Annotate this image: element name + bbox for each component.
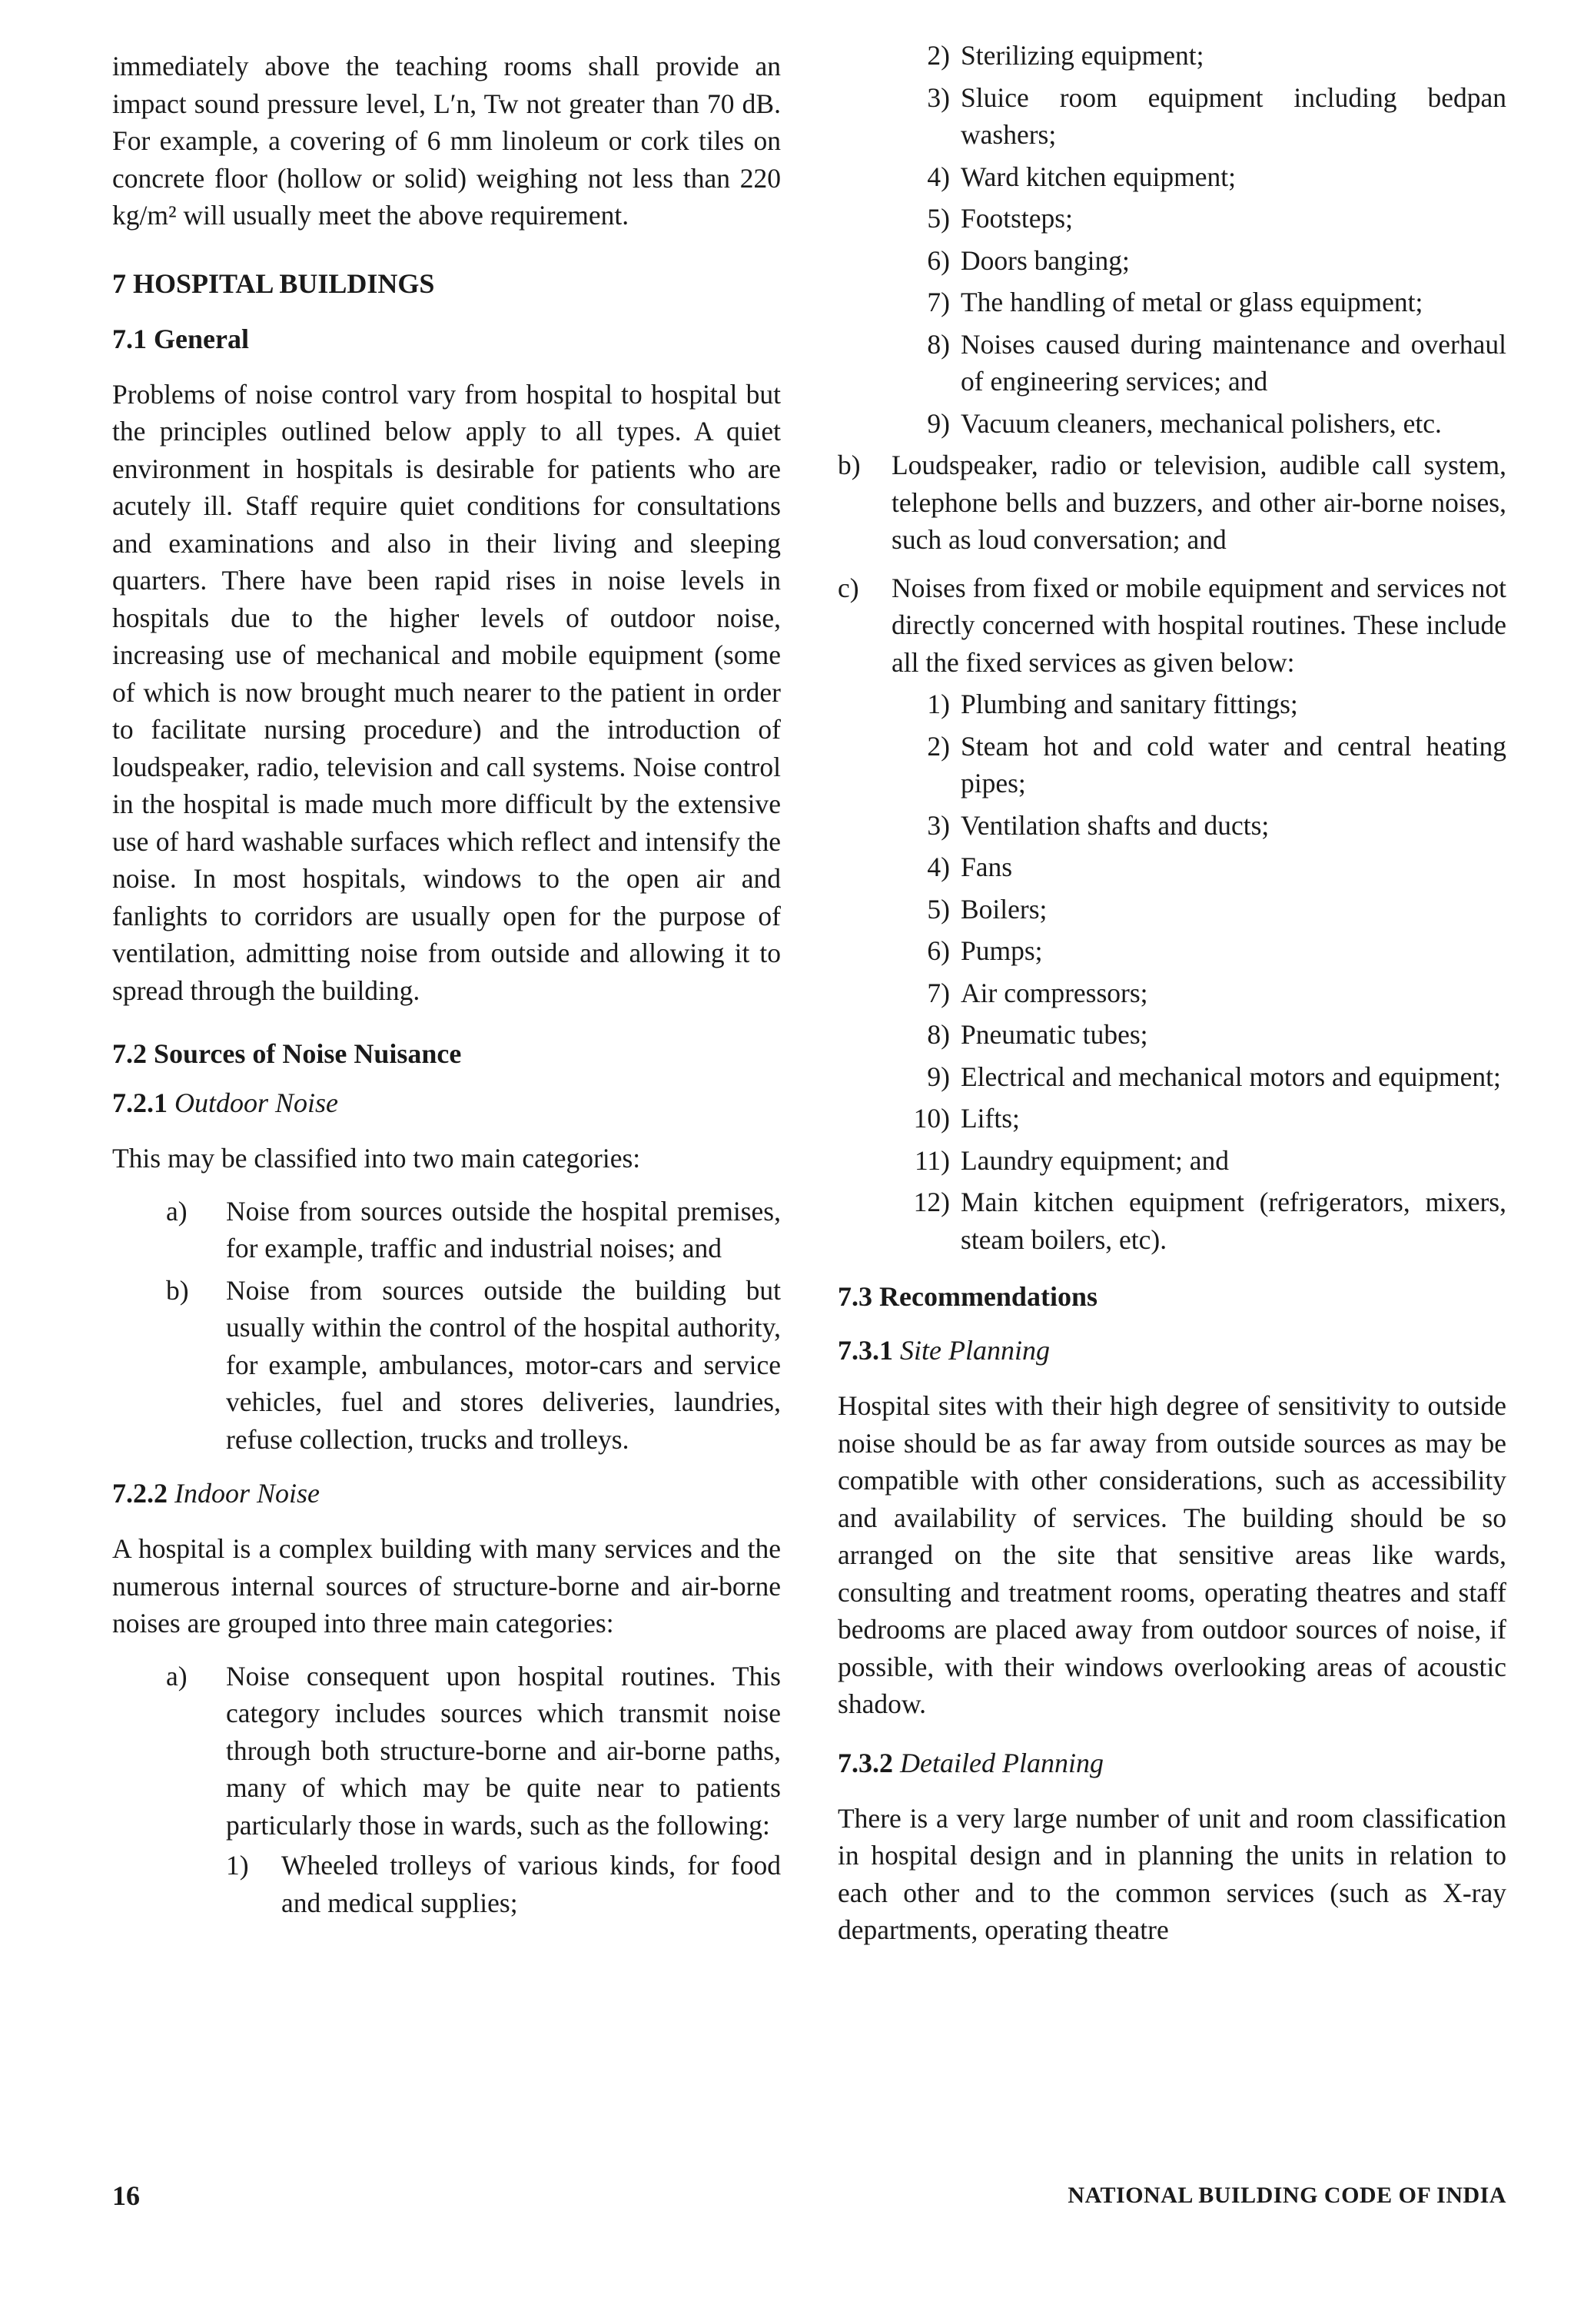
section-7-3-2-heading <box>838 1745 1506 1781</box>
list-item <box>838 686 1506 723</box>
list-item <box>838 974 1506 1012</box>
list-marker: c) <box>838 572 859 603</box>
section-number: 7.3.1 <box>838 1335 893 1366</box>
list-marker: 9) <box>927 407 950 439</box>
list-marker: 7) <box>927 287 950 317</box>
list-item <box>838 200 1506 237</box>
list-item-text: Laundry equipment; and <box>961 1144 1229 1176</box>
list-item-text: Boilers; <box>961 893 1048 925</box>
section-7-3-heading: 7.3 Recommendations <box>838 1281 1097 1312</box>
list-item <box>838 242 1506 280</box>
indoor-noise-list-continued <box>838 447 1506 681</box>
left-column <box>112 48 781 1926</box>
section-7-2-1-heading <box>112 1084 781 1121</box>
list-marker: 6) <box>927 244 950 276</box>
section-title: Indoor Noise <box>174 1478 320 1509</box>
list-item <box>838 284 1506 321</box>
list-marker: a) <box>166 1195 188 1227</box>
list-item <box>112 1272 781 1459</box>
list-marker: 10) <box>913 1103 950 1134</box>
section-7-3-1-text: Hospital sites with their high degree of sensitivity to outside noise should be as far away from outside sources as may be compatible with other considerations, such as accessibility and availability of services. The building should be so arranged on the site that sensitive areas like wards, consulting and treatment rooms, operating theatres and staff bedrooms are placed away from outdoor sources of noise, if possible, with their windows overlooking areas of acoustic shadow. <box>838 1390 1506 1719</box>
list-marker: 9) <box>927 1061 950 1092</box>
list-marker: b) <box>166 1274 189 1306</box>
list-marker: b) <box>838 450 861 480</box>
list-item-text: Loudspeaker, radio or television, audible call system, telephone bells and buzzers, and other air-borne noises, such as loud conversation; and <box>892 450 1506 555</box>
list-marker: 6) <box>927 935 950 966</box>
section-title: Outdoor Noise <box>174 1087 339 1118</box>
list-item <box>838 807 1506 845</box>
hospital-routine-sources-list-continued <box>838 37 1506 442</box>
list-marker: 4) <box>927 161 950 192</box>
section-number: 7.3.2 <box>838 1747 893 1778</box>
list-item <box>838 1184 1506 1258</box>
list-item <box>838 158 1506 196</box>
list-item <box>838 79 1506 154</box>
list-item <box>838 728 1506 802</box>
list-marker: 1) <box>927 689 950 719</box>
list-item-text: Main kitchen equipment (refrigerators, mixers, steam boilers, etc). <box>961 1187 1506 1255</box>
list-marker: 5) <box>927 893 950 925</box>
section-7-heading: 7 HOSPITAL BUILDINGS <box>112 267 435 299</box>
list-marker: a) <box>166 1660 188 1692</box>
list-item-text: The handling of metal or glass equipment; <box>961 287 1423 317</box>
list-marker: 3) <box>927 81 950 113</box>
list-item <box>112 1193 781 1267</box>
list-marker: 7) <box>927 977 950 1008</box>
list-marker: 1) <box>226 1850 249 1881</box>
section-title: Site Planning <box>900 1335 1050 1366</box>
list-item-text: Fans <box>961 852 1013 882</box>
list-item <box>838 1142 1506 1180</box>
fixed-services-list <box>838 686 1506 1258</box>
section-7-3-2-text: There is a very large number of unit and room classification in hospital design and in planning the units in relation to each other and to the common services (such as X-ray departments, operating theatre <box>838 1802 1506 1945</box>
list-item-text: Lifts; <box>961 1103 1020 1134</box>
indoor-noise-list <box>112 1658 781 1922</box>
list-item-text: Vacuum cleaners, mechanical polishers, etc. <box>961 407 1442 439</box>
list-marker: 5) <box>927 203 950 234</box>
section-7-2-heading: 7.2 Sources of Noise Nuisance <box>112 1038 462 1069</box>
outdoor-noise-list <box>112 1193 781 1459</box>
right-column <box>838 37 1506 1949</box>
list-marker: 3) <box>927 809 950 841</box>
hospital-routine-sources-list <box>226 1847 781 1921</box>
list-item-text: Noise from sources outside the hospital premises, for example, traffic and industrial noises; and <box>226 1195 781 1263</box>
section-7-2-2-heading <box>112 1475 781 1512</box>
section-number: 7.2.1 <box>112 1087 168 1118</box>
section-7-2-1-intro: This may be classified into two main categories: <box>112 1143 641 1174</box>
list-item-text: Footsteps; <box>961 203 1073 234</box>
list-item <box>226 1847 781 1921</box>
list-item-text: Steam hot and cold water and central heating pipes; <box>961 730 1506 798</box>
section-number: 7.2.2 <box>112 1478 168 1509</box>
list-marker: 2) <box>927 40 950 71</box>
page-number: 16 <box>112 2180 140 2211</box>
list-item <box>838 37 1506 75</box>
list-item <box>838 447 1506 559</box>
list-item-text: Air compressors; <box>961 977 1148 1008</box>
section-title: Detailed Planning <box>900 1747 1104 1778</box>
running-footer-title: NATIONAL BUILDING CODE OF INDIA <box>1068 2183 1506 2208</box>
list-item <box>838 1016 1506 1054</box>
list-item-text: Noise consequent upon hospital routines. This category includes sources which transmit noise through both structure-borne and air-borne paths, many of which may be quite near to patients particularly those in wards, such as the following: <box>226 1660 781 1841</box>
list-item-text: Pneumatic tubes; <box>961 1019 1148 1050</box>
list-item <box>838 891 1506 928</box>
list-item <box>838 1058 1506 1096</box>
list-item-text: Pumps; <box>961 935 1043 966</box>
list-item-text: Noise from sources outside the building but usually within the control of the hospital authority, for example, ambulances, motor-cars and service vehicles, fuel and stores deliveries, laundries, refuse collection, trucks and trolleys. <box>226 1274 781 1455</box>
list-item-text: Wheeled trolleys of various kinds, for food and medical supplies; <box>281 1850 781 1918</box>
list-marker: 8) <box>927 328 950 360</box>
list-item-text: Ventilation shafts and ducts; <box>961 809 1270 841</box>
section-7-2-2-intro: A hospital is a complex building with many services and the numerous internal sources of structure-borne and air-borne noises are grouped into three main categories: <box>112 1533 781 1638</box>
section-7-1-heading: 7.1 General <box>112 323 249 354</box>
list-item-text: Sterilizing equipment; <box>961 40 1204 71</box>
list-marker: 11) <box>914 1144 950 1176</box>
list-item-text: Doors banging; <box>961 244 1130 276</box>
intro-paragraph: immediately above the teaching rooms shall provide an impact sound pressure level, L′n, Tw not greater than 70 dB. For example, a covering of 6 mm linoleum or cork tiles on concrete floor (hollow or solid) weighing not less than 220 kg/m² will usually meet the above requirement. <box>112 51 781 231</box>
list-item-text: Sluice room equipment including bedpan washers; <box>961 81 1506 150</box>
list-item <box>838 848 1506 886</box>
list-marker: 4) <box>927 852 950 882</box>
list-marker: 12) <box>913 1187 950 1217</box>
list-item <box>838 569 1506 682</box>
list-item <box>838 326 1506 400</box>
list-item-text: Ward kitchen equipment; <box>961 161 1236 192</box>
list-marker: 8) <box>927 1019 950 1050</box>
list-item <box>838 932 1506 970</box>
section-7-1-text: Problems of noise control vary from hospital to hospital but the principles outlined below apply to all types. A quiet environment in hospitals is desirable for patients who are acutely ill. Staff require quiet conditions for consultations and examinations and also in their living and sleeping quarters. There have been rapid rises in noise levels in hospitals due to the higher levels of outdoor noise, increasing use of mechanical and mobile equipment (some of which is now brought much nearer to the patient in order to facilitate nursing procedure) and the introduction of loudspeaker, radio, television and call systems. Noise control in the hospital is made much more difficult by the extensive use of hard washable surfaces which reflect and intensify the noise. In most hospitals, windows to the open air and fanlights to corridors are usually open for the purpose of ventilation, admitting noise from outside and allowing it to spread through the building. <box>112 378 781 1006</box>
list-item <box>838 1100 1506 1137</box>
list-item-text: Plumbing and sanitary fittings; <box>961 689 1298 719</box>
list-marker: 2) <box>927 730 950 762</box>
list-item-text: Electrical and mechanical motors and equipment; <box>961 1061 1501 1092</box>
list-item-text: Noises from fixed or mobile equipment and services not directly concerned with hospital routines. These include all the fixed services as given below: <box>892 572 1506 678</box>
list-item <box>112 1658 781 1922</box>
list-item-text: Noises caused during maintenance and overhaul of engineering services; and <box>961 328 1506 397</box>
list-item <box>838 405 1506 443</box>
section-7-3-1-heading <box>838 1332 1506 1369</box>
